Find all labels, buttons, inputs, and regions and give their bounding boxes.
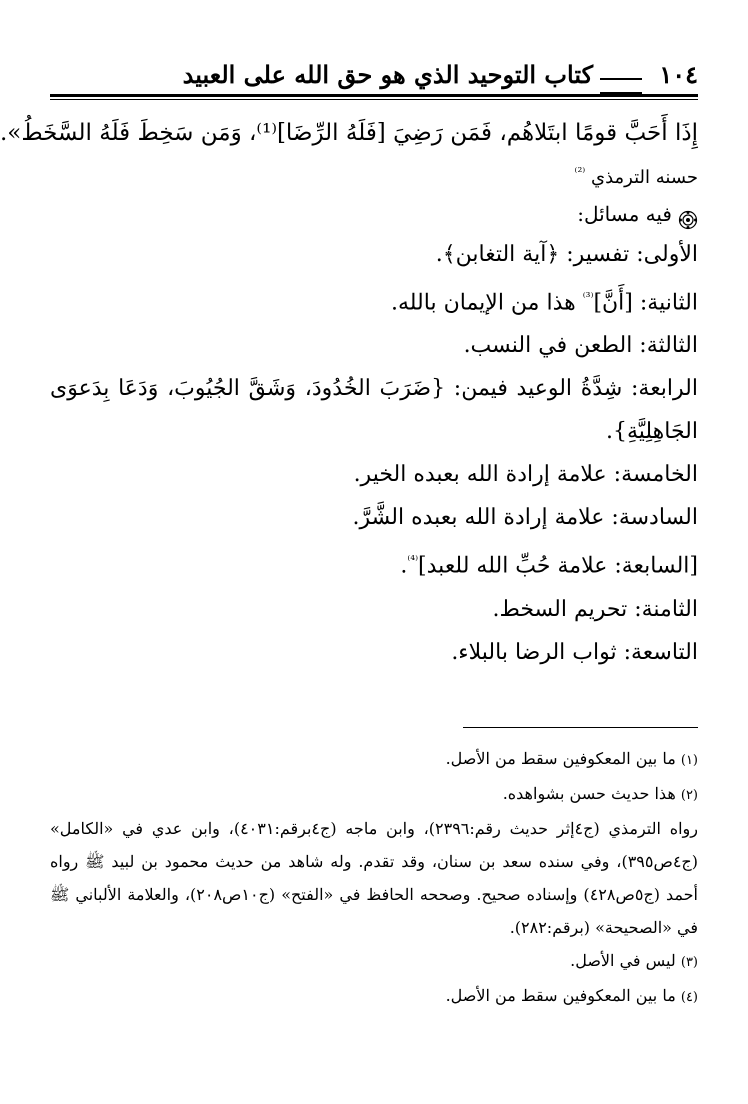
footnote-ref-3: ⁽³⁾ (582, 290, 594, 304)
question-5: الخامسة: علامة إرادة الله بعبده الخير. (353, 462, 698, 488)
footnote-4 (50, 979, 698, 1014)
page-header (50, 58, 698, 98)
page-number: ١٠٤ (659, 60, 698, 89)
questions-heading (50, 195, 698, 233)
question-2-before: الثانية: [أَنَّ] (593, 290, 698, 316)
question-7 (50, 539, 698, 587)
footnote-separator (463, 727, 698, 728)
question-4: الرابعة: شِدَّةُ الوعيد فيمن: {ضَرَبَ الخُدُودَ، وَشَقَّ الجُيُوبَ، وَدَعَا بِدَعوَى الجَاهِلِيَّةِ}. (50, 376, 698, 445)
header-rule-thin (50, 99, 698, 100)
question-2 (50, 276, 698, 324)
footnote-1-text: ما بين المعكوفين سقط من الأصل. (445, 749, 676, 768)
question-6: السادسة: علامة إرادة الله بعبده الشَّرَّ. (352, 505, 698, 531)
footnote-2-text: هذا حديث حسن بشواهده. (502, 784, 676, 803)
footnote-3-number: (٣) (680, 955, 698, 970)
hasanah-line (50, 155, 698, 195)
header-ornament (600, 78, 642, 94)
hasanah-text: حسنه الترمذي (590, 167, 698, 188)
question-1: الأولى: تفسير: ﴿آية التغابن﴾. (435, 242, 698, 267)
question-7-after: . (400, 553, 408, 579)
footnote-2-body: رواه الترمذي (ج٤إثر حديث رقم:٢٣٩٦)، وابن ماجه (ج٤برقم:٤٠٣١)، وابن عدي في «الكامل» (ج٤ص٣٩٥)، وفي سنده سعد بن سنان، وقد تقدم. وله شاهد من حديث محمود بن لبيد ﷺ رواه أحمد (ج٥ص٤٢٨) وإسناده صحيح. وصححه الحافظ في «الفتح» (ج١٠ص٢٠٨)، والعلامة الألباني ﷺ في «الصحيحة» (برقم:٢٨٢). (50, 819, 699, 937)
footnote-ref-2: ⁽²⁾ (574, 165, 586, 179)
question-8: الثامنة: تحريم السخط. (492, 596, 698, 622)
questions-heading-text: فيه مسائل: (577, 202, 672, 226)
footnote-ref-4: ⁽⁴⁾ (407, 553, 419, 568)
footnote-1 (50, 742, 698, 777)
book-title: كتاب التوحيد الذي هو حق الله على العبيد (182, 60, 593, 89)
footnote-4-text: ما بين المعكوفين سقط من الأصل. (445, 986, 676, 1005)
footnotes (50, 742, 698, 1014)
footnote-3-text: ليس في الأصل. (570, 951, 676, 970)
flower-ornament-icon (678, 204, 698, 224)
footnote-1-number: (١) (680, 753, 698, 768)
main-text (0, 112, 698, 674)
footnote-2-number: (٢) (680, 788, 698, 803)
hadith-line: إِذَا أَحَبَّ قومًا ابتَلاهُم، فَمَن رَضِيَ [فَلَهُ الرِّضَا]⁽¹⁾، وَمَن سَخِطَ فَلَهُ السَّخَطُ». (0, 120, 698, 146)
footnote-2 (50, 777, 698, 812)
footnote-3 (50, 944, 698, 979)
question-3: الثالثة: الطعن في النسب. (463, 333, 698, 359)
footnote-4-number: (٤) (680, 990, 698, 1005)
question-9: التاسعة: ثواب الرضا بالبلاء. (451, 639, 698, 665)
question-2-after: هذا من الإيمان بالله. (390, 290, 583, 316)
question-7-before: [السابعة: علامة حُبِّ الله للعبد] (418, 553, 698, 579)
header-rule-thick (50, 94, 698, 97)
